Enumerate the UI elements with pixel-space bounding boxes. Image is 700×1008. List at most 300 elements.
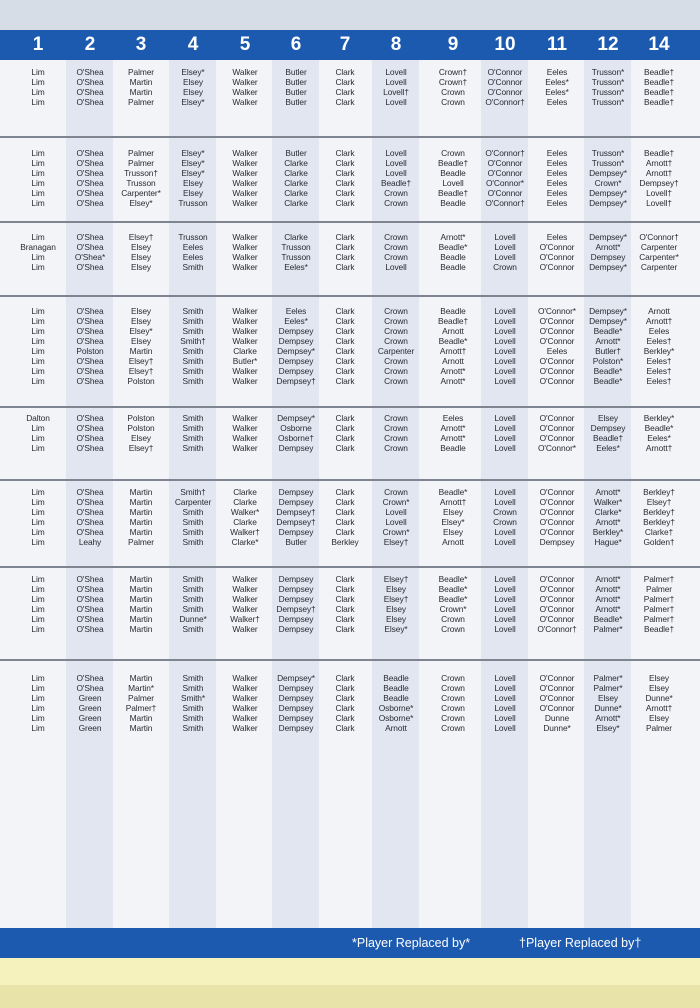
player-name: Elsey	[443, 527, 463, 537]
player-name: Arnott*	[595, 487, 621, 497]
player-name: Crown	[441, 97, 465, 107]
player-name: Lovell	[385, 97, 407, 107]
player-name: Lim	[31, 703, 45, 713]
player-name: Arnott*	[595, 604, 621, 614]
player-name: Clark	[335, 67, 355, 77]
player-name: Eeles	[546, 148, 568, 158]
player-name: Palmer	[128, 67, 154, 77]
player-name: Butler	[285, 97, 307, 107]
player-name: Berkley*	[643, 413, 675, 423]
player-name: Clark	[335, 336, 355, 346]
player-name: Trusson	[281, 252, 311, 262]
player-name: O'Shea	[76, 198, 104, 208]
player-name: Clarke	[284, 168, 308, 178]
player-name: Lovell	[494, 326, 516, 336]
player-name: O'Shea	[76, 356, 104, 366]
player-name: Lovell	[494, 376, 516, 386]
player-name: Beadle	[440, 168, 466, 178]
player-name: O'Shea	[76, 148, 104, 158]
player-name: Beadle†	[643, 87, 675, 97]
lineup-row	[0, 198, 700, 208]
player-name: Lovell	[385, 158, 407, 168]
player-name: Smith	[182, 673, 204, 683]
player-name: Eeles*	[647, 433, 671, 443]
player-name: Eeles	[442, 413, 464, 423]
column-number: 5	[239, 34, 251, 55]
player-name: Eeles	[546, 178, 568, 188]
player-name: Carpenter*	[121, 188, 161, 198]
player-name: O'Shea	[76, 168, 104, 178]
player-name: Elsey*	[181, 158, 205, 168]
player-name: Butler	[285, 67, 307, 77]
player-name: Lim	[31, 683, 45, 693]
player-name: Dempsey	[278, 723, 314, 733]
page-margin	[0, 958, 700, 985]
player-name: Lovell	[494, 443, 516, 453]
player-name: Lim	[31, 604, 45, 614]
player-name: Crown	[441, 713, 465, 723]
player-name: Carpenter	[640, 242, 678, 252]
player-name: Clarke	[284, 232, 308, 242]
player-name: Lim	[31, 376, 45, 386]
player-name: Lim	[31, 423, 45, 433]
player-name: Lim	[31, 316, 45, 326]
player-name: Branagan	[20, 242, 56, 252]
player-name: Walker	[232, 683, 258, 693]
player-name: O'Shea*	[74, 252, 106, 262]
lineup-row	[0, 614, 700, 624]
player-name: Dempsey	[278, 713, 314, 723]
player-name: Martin	[129, 614, 153, 624]
lineup-row	[0, 604, 700, 614]
player-name: O'Connor	[539, 487, 575, 497]
player-name: Dunne	[544, 713, 570, 723]
player-name: Lovell	[385, 168, 407, 178]
player-name: Lovell†	[383, 87, 409, 97]
player-name: Trusson	[178, 198, 208, 208]
lineup-row	[0, 262, 700, 272]
player-name: Dempsey	[278, 326, 314, 336]
player-name: Lovell	[494, 366, 516, 376]
player-name: Lovell	[494, 624, 516, 634]
player-name: Dunne*	[645, 693, 673, 703]
player-name: Clark	[335, 713, 355, 723]
lineup-row	[0, 713, 700, 723]
player-name: Palmer†	[643, 604, 675, 614]
player-name: Eeles	[546, 188, 568, 198]
player-name: O'Connor	[539, 497, 575, 507]
column-number: 12	[597, 34, 619, 55]
player-name: Dempsey	[278, 497, 314, 507]
player-name: Crown*	[382, 527, 410, 537]
player-name: Elsey	[443, 507, 463, 517]
player-name: Eeles	[182, 252, 204, 262]
player-name: Walker	[232, 413, 258, 423]
player-name: O'Shea	[76, 614, 104, 624]
player-name: Dempsey*	[589, 188, 627, 198]
player-name: Lovell	[494, 336, 516, 346]
player-name: Dempsey	[278, 366, 314, 376]
player-name: Lovell	[494, 433, 516, 443]
player-name: Walker	[232, 87, 258, 97]
player-name: Clarke	[233, 497, 257, 507]
player-name: Lovell	[385, 77, 407, 87]
player-name: Elsey	[386, 614, 406, 624]
player-name: Clark	[335, 584, 355, 594]
lineup-row	[0, 97, 700, 107]
player-name: Dempsey	[278, 624, 314, 634]
player-name: Trusson*	[591, 158, 625, 168]
player-name: Arnott*	[595, 242, 621, 252]
player-name: Carpenter	[377, 346, 415, 356]
player-name: Elsey	[131, 316, 151, 326]
lineup-row	[0, 376, 700, 386]
player-name: Lovell	[494, 594, 516, 604]
player-name: Walker	[232, 262, 258, 272]
player-name: Lim	[31, 356, 45, 366]
lineup-row	[0, 87, 700, 97]
player-name: Beadle*	[438, 242, 468, 252]
player-name: Martin	[129, 87, 153, 97]
player-name: O'Connor	[487, 77, 523, 87]
player-name: Dempsey	[590, 423, 626, 433]
player-name: Smith	[182, 306, 204, 316]
player-name: Martin	[129, 527, 153, 537]
player-name: Eeles*	[284, 316, 308, 326]
player-name: Arnott	[442, 326, 464, 336]
player-name: Carpenter	[174, 497, 212, 507]
lineup-row	[0, 306, 700, 316]
player-name: Clark	[335, 168, 355, 178]
player-name: Green	[78, 693, 102, 703]
player-name: Walker*	[230, 507, 260, 517]
column-header	[0, 30, 700, 60]
lineup-row	[0, 497, 700, 507]
player-name: Eeles	[546, 67, 568, 77]
player-name: Elsey*	[181, 67, 205, 77]
player-name: Green	[78, 723, 102, 733]
player-name: Clark	[335, 262, 355, 272]
player-name: Smith	[182, 683, 204, 693]
lineup-row	[0, 537, 700, 547]
player-name: Lim	[31, 527, 45, 537]
player-name: Elsey*	[181, 168, 205, 178]
player-name: O'Shea	[76, 178, 104, 188]
player-name: Beadle	[440, 306, 466, 316]
lineup-row	[0, 326, 700, 336]
column-number: 3	[135, 34, 147, 55]
player-name: Lim	[31, 97, 45, 107]
player-name: Walker	[232, 316, 258, 326]
player-name: O'Connor	[539, 423, 575, 433]
lineup-row	[0, 507, 700, 517]
player-name: O'Connor	[539, 683, 575, 693]
player-name: Smith	[182, 507, 204, 517]
player-name: Palmer	[646, 584, 672, 594]
player-name: O'Shea	[76, 336, 104, 346]
lineup-row	[0, 673, 700, 683]
player-name: Trusson*	[591, 97, 625, 107]
player-name: Clarke	[284, 178, 308, 188]
player-name: Beadle	[440, 262, 466, 272]
lineup-row	[0, 574, 700, 584]
player-name: Eeles†	[646, 356, 672, 366]
player-name: O'Connor	[487, 188, 523, 198]
player-name: O'Shea	[76, 507, 104, 517]
player-name: Lovell	[494, 584, 516, 594]
player-name: Lim	[31, 433, 45, 443]
player-name: O'Connor	[539, 604, 575, 614]
player-name: Walker†	[230, 614, 260, 624]
player-name: Hague*	[594, 537, 622, 547]
player-name: Trusson*	[591, 67, 625, 77]
player-name: Lim	[31, 77, 45, 87]
player-name: Lovell	[385, 507, 407, 517]
lineup-row	[0, 336, 700, 346]
player-name: Trusson*	[591, 77, 625, 87]
column-number: 8	[390, 34, 402, 55]
player-name: Lim	[31, 158, 45, 168]
player-name: Clarke	[284, 158, 308, 168]
player-name: Lim	[31, 168, 45, 178]
player-name: O'Shea	[76, 326, 104, 336]
lineup-row	[0, 242, 700, 252]
player-name: Clark	[335, 443, 355, 453]
player-name: Trusson	[281, 242, 311, 252]
player-name: Smith	[182, 527, 204, 537]
player-name: O'Connor*	[486, 178, 524, 188]
player-name: Arnott*	[595, 584, 621, 594]
player-name: O'Shea	[76, 584, 104, 594]
player-name: Elsey	[386, 604, 406, 614]
player-name: Lim	[31, 366, 45, 376]
player-name: Arnott	[648, 306, 670, 316]
player-name: Berkley	[331, 537, 359, 547]
player-name: Smith	[182, 346, 204, 356]
player-name: Elsey†	[128, 356, 154, 366]
player-name: Palmer†	[643, 614, 675, 624]
player-name: Lim	[31, 346, 45, 356]
player-name: O'Shea	[76, 306, 104, 316]
player-name: Berkley†	[643, 517, 675, 527]
player-name: Walker	[232, 252, 258, 262]
player-name: Dempsey*	[277, 413, 315, 423]
column-number: 6	[290, 34, 302, 55]
player-name: Clarke	[233, 517, 257, 527]
player-name: Beadle*	[438, 487, 468, 497]
player-name: Arnott*	[440, 232, 466, 242]
player-name: Dempsey	[278, 703, 314, 713]
player-name: Osborne*	[378, 713, 414, 723]
footnote-dagger: †Player Replaced by†	[519, 936, 642, 950]
player-name: Clark	[335, 507, 355, 517]
player-name: Crown	[384, 356, 408, 366]
player-name: Dempsey*	[589, 232, 627, 242]
player-name: Crown	[384, 188, 408, 198]
player-name: Beadle	[440, 443, 466, 453]
player-name: Martin	[129, 594, 153, 604]
player-name: Walker	[232, 148, 258, 158]
player-name: Martin	[129, 507, 153, 517]
player-name: Beadle*	[593, 376, 623, 386]
player-name: Dempsey*	[277, 673, 315, 683]
player-name: Lim	[31, 262, 45, 272]
lineup-row	[0, 356, 700, 366]
player-name: Dempsey†	[276, 604, 316, 614]
player-name: Crown	[441, 624, 465, 634]
player-name: O'Shea	[76, 683, 104, 693]
player-name: Eeles*	[545, 77, 569, 87]
player-name: Clark	[335, 683, 355, 693]
match-group	[0, 67, 700, 107]
player-name: Crown	[493, 262, 517, 272]
player-name: Martin	[129, 673, 153, 683]
player-name: Beadle	[383, 693, 409, 703]
player-name: Lovell	[494, 604, 516, 614]
player-name: Dempsey†	[276, 376, 316, 386]
player-name: O'Connor	[539, 517, 575, 527]
player-name: O'Connor	[539, 614, 575, 624]
player-name: Lim	[31, 87, 45, 97]
player-name: Arnott†	[645, 158, 673, 168]
player-name: Dempsey*	[277, 346, 315, 356]
player-name: O'Shea	[76, 97, 104, 107]
column-number: 1	[32, 34, 44, 55]
player-name: Crown	[384, 306, 408, 316]
player-name: Crown	[384, 376, 408, 386]
player-name: Dempsey	[278, 336, 314, 346]
player-name: Green	[78, 703, 102, 713]
match-group	[0, 574, 700, 634]
player-name: Smith	[182, 537, 204, 547]
player-name: Clark	[335, 326, 355, 336]
player-name: Lovell	[494, 693, 516, 703]
player-name: Elsey	[131, 433, 151, 443]
player-name: Beadle	[440, 252, 466, 262]
match-group	[0, 413, 700, 453]
player-name: Clark	[335, 346, 355, 356]
player-name: Lim	[31, 67, 45, 77]
player-name: O'Shea	[76, 87, 104, 97]
player-name: Dempsey*	[589, 306, 627, 316]
player-name: Arnott†	[439, 346, 467, 356]
player-name: Leahy	[78, 537, 102, 547]
player-name: Clark	[335, 366, 355, 376]
player-name: Eeles	[285, 306, 307, 316]
player-name: O'Shea	[76, 316, 104, 326]
player-name: Elsey	[183, 178, 203, 188]
player-name: Smith	[182, 262, 204, 272]
player-name: Walker	[232, 242, 258, 252]
player-name: Lovell	[494, 242, 516, 252]
player-name: Martin	[129, 624, 153, 634]
player-name: Smith	[182, 723, 204, 733]
lineup-row	[0, 316, 700, 326]
player-name: Palmer	[128, 158, 154, 168]
player-name: Clark	[335, 604, 355, 614]
player-name: Lovell	[494, 574, 516, 584]
player-name: Arnott*	[595, 336, 621, 346]
player-name: O'Connor†	[485, 97, 525, 107]
player-name: Walker	[232, 306, 258, 316]
player-name: O'Connor*	[538, 306, 576, 316]
player-name: Beadle*	[644, 423, 674, 433]
player-name: Clarke	[284, 198, 308, 208]
player-name: O'Connor	[539, 594, 575, 604]
player-name: Lim	[31, 723, 45, 733]
player-name: Clark	[335, 148, 355, 158]
lineup-row	[0, 693, 700, 703]
player-name: Martin	[129, 584, 153, 594]
player-name: Beadle	[383, 683, 409, 693]
player-name: O'Connor	[539, 376, 575, 386]
player-name: O'Shea	[76, 594, 104, 604]
player-name: Crown	[441, 148, 465, 158]
player-name: Walker	[232, 67, 258, 77]
player-name: Elsey	[131, 252, 151, 262]
lineup-row	[0, 178, 700, 188]
bottom-bar	[0, 985, 700, 1008]
player-name: Walker*	[593, 497, 623, 507]
player-name: Clark	[335, 316, 355, 326]
player-name: Lim	[31, 584, 45, 594]
player-name: Smith†	[180, 336, 206, 346]
player-name: Elsey	[131, 262, 151, 272]
player-name: Elsey	[131, 336, 151, 346]
player-name: Clark	[335, 433, 355, 443]
player-name: Clark	[335, 487, 355, 497]
player-name: Lim	[31, 188, 45, 198]
player-name: Walker	[232, 232, 258, 242]
player-name: Lim	[31, 517, 45, 527]
player-name: Dempsey	[539, 537, 575, 547]
player-name: Elsey	[598, 413, 618, 423]
group-divider	[0, 479, 700, 481]
player-name: Lim	[31, 507, 45, 517]
player-name: Lim	[31, 497, 45, 507]
player-name: O'Shea	[76, 673, 104, 683]
player-name: O'Shea	[76, 487, 104, 497]
player-name: Beadle†	[437, 316, 469, 326]
lineup-row	[0, 67, 700, 77]
player-name: Smith	[182, 517, 204, 527]
player-name: Palmer	[128, 148, 154, 158]
player-name: Smith*	[180, 693, 206, 703]
player-name: Trusson†	[124, 168, 158, 178]
player-name: Clark	[335, 703, 355, 713]
player-name: Elsey†	[128, 366, 154, 376]
player-name: Trusson	[178, 232, 208, 242]
player-name: Dempsey†	[276, 517, 316, 527]
lineup-row	[0, 584, 700, 594]
player-name: Walker	[232, 336, 258, 346]
player-name: Lovell	[385, 67, 407, 77]
lineup-row	[0, 517, 700, 527]
player-name: Beadle†	[643, 77, 675, 87]
player-name: Beadle†	[592, 433, 624, 443]
player-name: Palmer	[128, 537, 154, 547]
player-name: Martin	[129, 723, 153, 733]
player-name: Palmer†	[643, 594, 675, 604]
player-name: Arnott†	[645, 168, 673, 178]
column-number: 7	[339, 34, 351, 55]
lineup-row	[0, 703, 700, 713]
player-name: Crown	[384, 232, 408, 242]
player-name: Osborne	[280, 423, 312, 433]
player-name: Dempsey†	[276, 507, 316, 517]
player-name: Butler	[285, 87, 307, 97]
player-name: Beadle	[440, 198, 466, 208]
